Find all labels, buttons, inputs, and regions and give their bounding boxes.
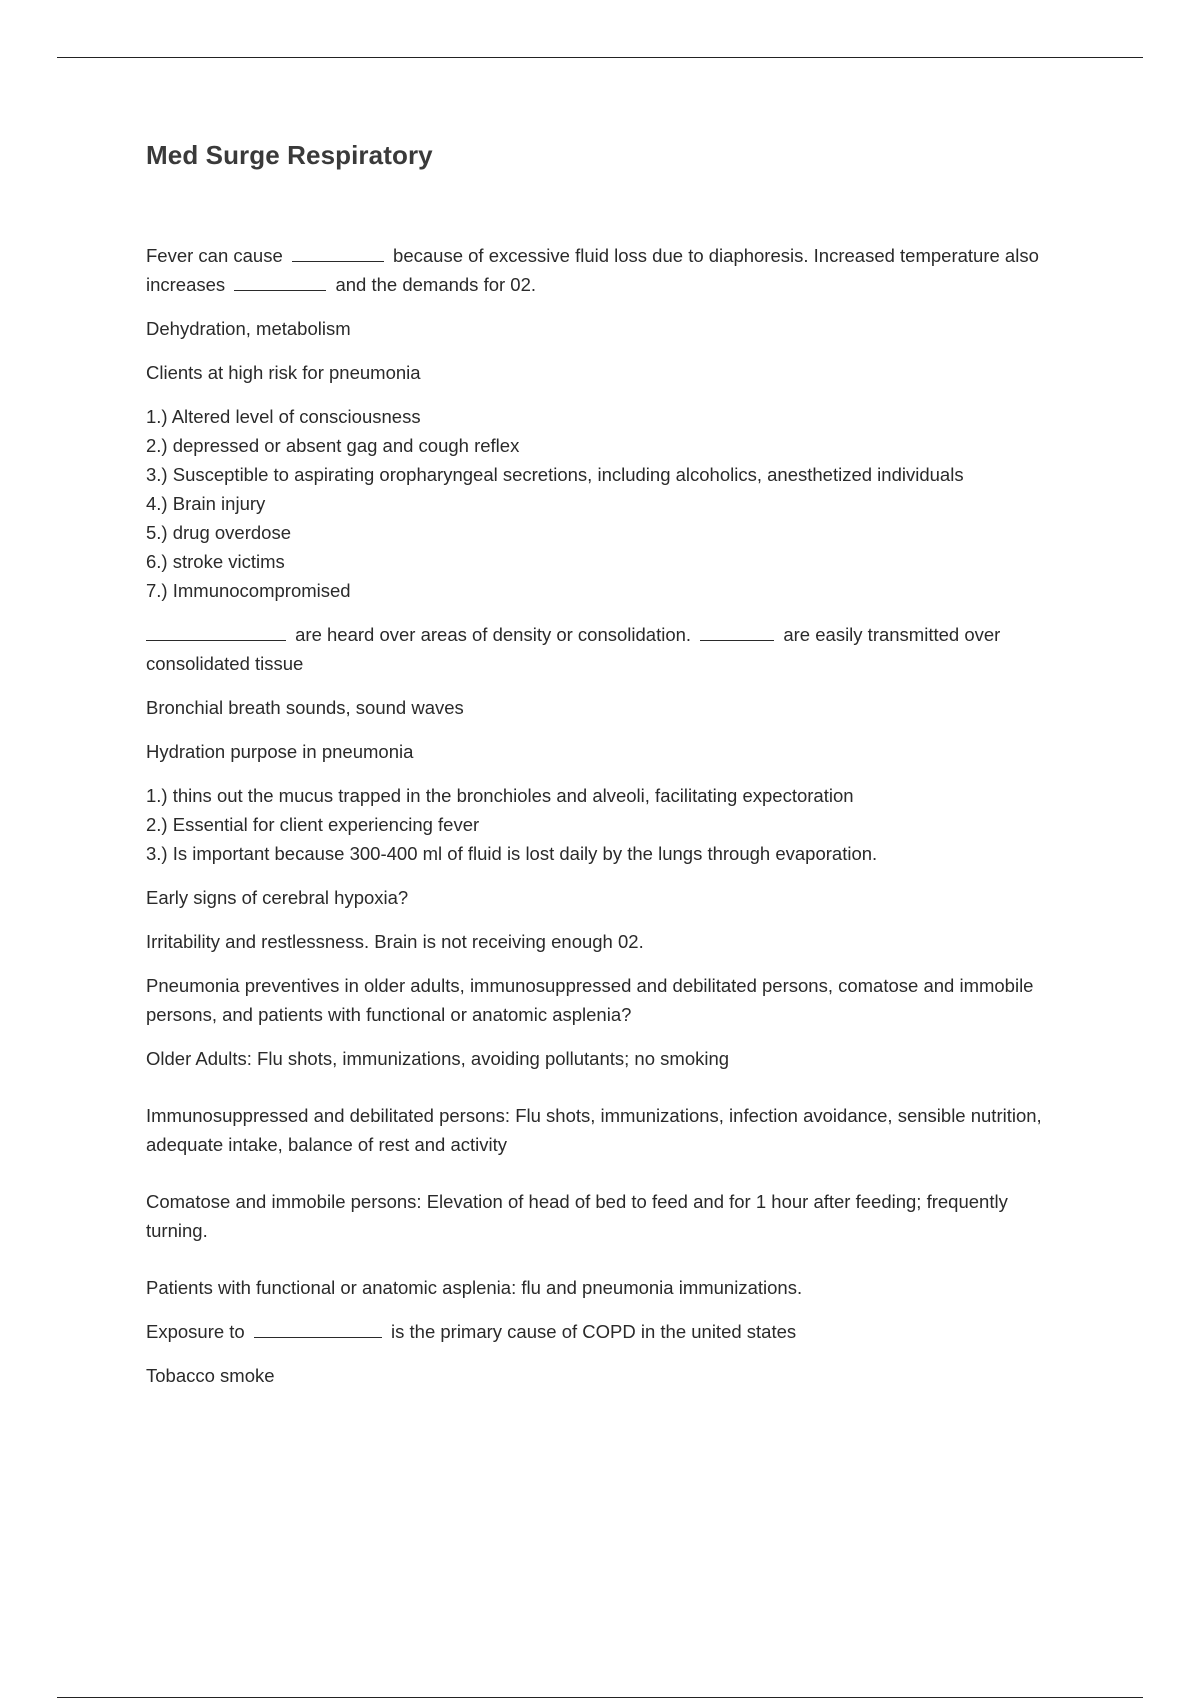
answer-list-pneumonia-risk <box>146 402 1071 605</box>
question-text: are heard over areas of density or consolidation. <box>290 624 697 645</box>
question-cerebral-hypoxia: Early signs of cerebral hypoxia? <box>146 887 409 908</box>
answer-asplenia: Patients with functional or anatomic asplenia: flu and pneumonia immunizations. <box>146 1277 803 1298</box>
list-item: 3.) Susceptible to aspirating oropharyngeal secretions, including alcoholics, anesthetized individuals <box>146 464 964 485</box>
list-item: 6.) stroke victims <box>146 551 285 572</box>
list-item: 5.) drug overdose <box>146 522 292 543</box>
question-hydration: Hydration purpose in pneumonia <box>146 741 414 762</box>
question-text: is the primary cause of COPD in the united states <box>385 1321 797 1342</box>
question-pneumonia-preventives: Pneumonia preventives in older adults, immunosuppressed and debilitated persons, comatose and immobile persons, and patients with functional or anatomic asplenia? <box>146 975 1034 1025</box>
list-item: 7.) Immunocompromised <box>146 580 351 601</box>
question-text: Exposure to <box>146 1321 250 1342</box>
answer-breath-sounds: Bronchial breath sounds, sound waves <box>146 697 464 718</box>
fill-in-blank <box>292 243 384 262</box>
list-item: 2.) Essential for client experiencing fever <box>146 814 480 835</box>
document-body <box>146 140 1071 1405</box>
answer-fever: Dehydration, metabolism <box>146 318 351 339</box>
fill-in-blank <box>234 272 326 291</box>
list-item: 2.) depressed or absent gag and cough reflex <box>146 435 520 456</box>
answer-list-hydration <box>146 781 1071 868</box>
list-item: 4.) Brain injury <box>146 493 266 514</box>
question-text: because of excessive fluid loss due to diaphoresis. Increased temperature also increases <box>146 245 1039 295</box>
question-text: Fever can cause <box>146 245 288 266</box>
question-fever <box>146 241 1071 299</box>
fill-in-blank <box>700 622 774 641</box>
bottom-rule <box>57 1697 1143 1698</box>
question-text: are easily transmitted over consolidated tissue <box>146 624 1001 674</box>
list-item: 1.) Altered level of consciousness <box>146 406 421 427</box>
fill-in-blank <box>146 622 286 641</box>
answer-comatose: Comatose and immobile persons: Elevation of head of bed to feed and for 1 hour after feeding; frequently turning. <box>146 1191 1008 1241</box>
fill-in-blank <box>254 1319 382 1338</box>
question-pneumonia-risk: Clients at high risk for pneumonia <box>146 362 421 383</box>
question-copd <box>146 1317 1071 1346</box>
top-rule <box>57 57 1143 58</box>
list-item: 3.) Is important because 300-400 ml of fluid is lost daily by the lungs through evaporation. <box>146 843 878 864</box>
answer-copd: Tobacco smoke <box>146 1365 275 1386</box>
answer-immunosuppressed: Immunosuppressed and debilitated persons: Flu shots, immunizations, infection avoidance, sensible nutrition, adequate intake, balance of rest and activity <box>146 1105 1042 1155</box>
question-breath-sounds <box>146 620 1071 678</box>
answer-older-adults: Older Adults: Flu shots, immunizations, avoiding pollutants; no smoking <box>146 1048 730 1069</box>
answer-cerebral-hypoxia: Irritability and restlessness. Brain is not receiving enough 02. <box>146 931 644 952</box>
document-title: Med Surge Respiratory <box>146 140 433 170</box>
list-item: 1.) thins out the mucus trapped in the bronchioles and alveoli, facilitating expectoration <box>146 785 854 806</box>
question-text: and the demands for 02. <box>330 274 537 295</box>
